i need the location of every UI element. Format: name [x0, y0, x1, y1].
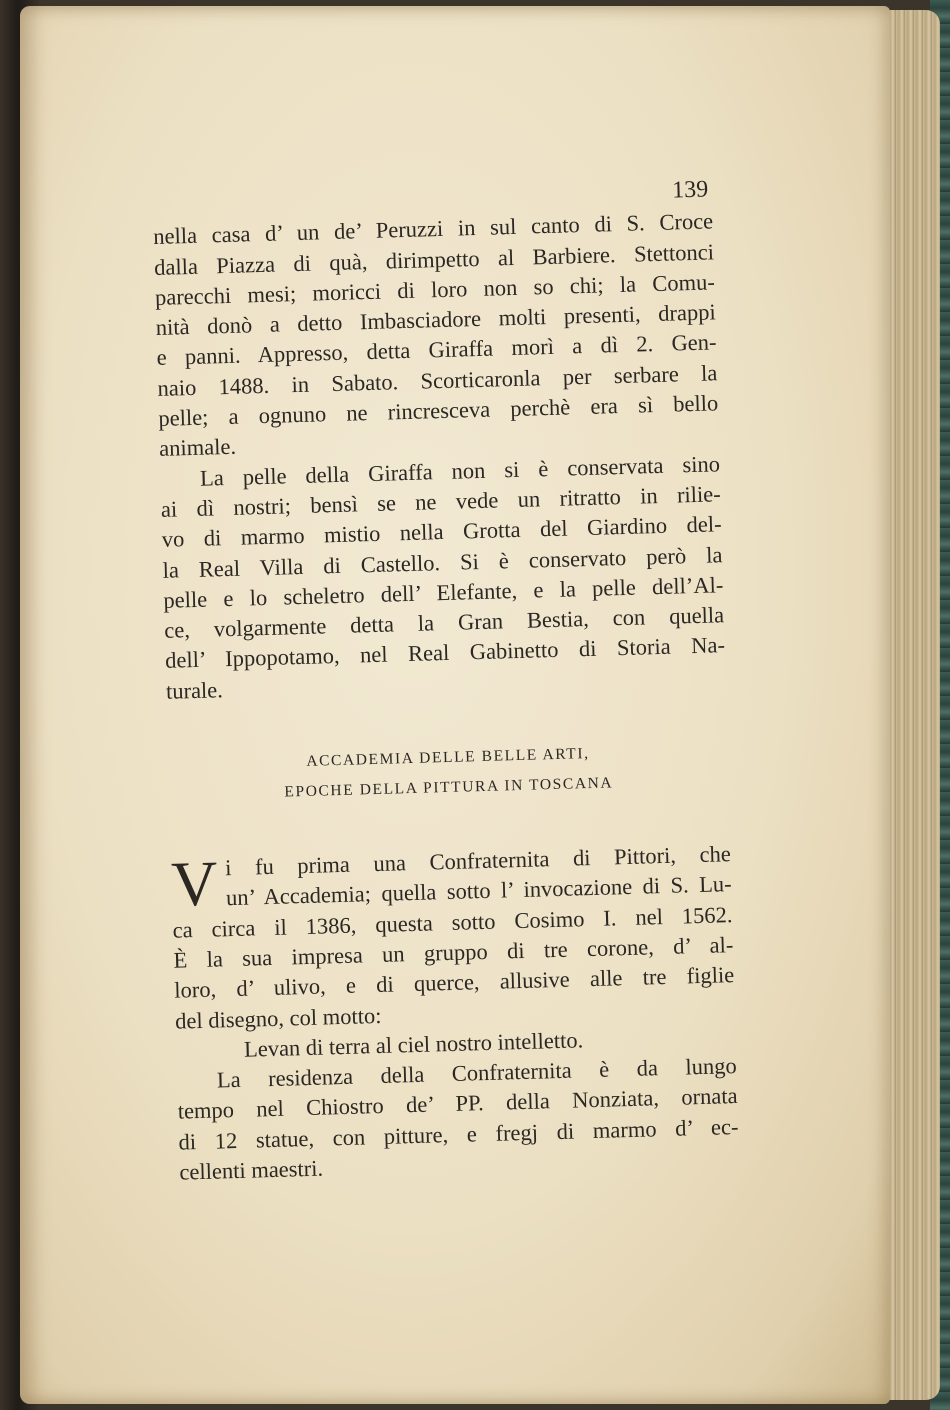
text-line: La residenza della Confraternita è da lungo [216, 1053, 738, 1093]
paragraph-giraffa-chronicle [153, 207, 720, 465]
page-text-block [152, 174, 740, 1188]
text-line: La pelle della Giraffa non si è conservata sino [199, 450, 721, 491]
text-line: di 12 statue, con pitture, e fregj di marmo d’ ec- [178, 1113, 739, 1155]
page-number: 139 [671, 176, 709, 204]
text-line: turale. [165, 676, 224, 704]
text-line: ca circa il 1386, questa sotto Cosimo I. nel 1562. [172, 901, 733, 943]
text-line: pelle; a ognuno ne rincresceva perchè era sì bello [158, 390, 719, 431]
drop-cap: V [170, 847, 219, 920]
text-line: naio 1488. in Sabato. Scorticaronla per serbare la [157, 360, 718, 401]
text-line: e panni. Appresso, detta Giraffa morì a dì 2. Gen- [156, 329, 717, 371]
text-line: parecchi mesi; moricci di loro non so chi; la Comu- [154, 269, 716, 310]
text-line: animale. [158, 434, 237, 462]
paragraph-giraffa-skin [160, 449, 727, 707]
text-line: dalla Piazza di quà, dirimpetto al Barbiere. Stettonci [153, 238, 715, 280]
text-line: cellenti maestri. [179, 1155, 324, 1185]
text-line: nella casa d’ un de’ Peruzzi in sul canto di S. Croce [152, 208, 714, 250]
paragraph-confraternita [171, 839, 736, 1036]
text-line: la Real Villa di Castello. Si è conservato però la [162, 541, 723, 583]
text-line: un’ Accademia; quella sotto l’ invocazione di S. Lu- [225, 871, 732, 911]
text-line: nità donò a detto Imbasciadore molti presenti, drappi [155, 299, 716, 341]
text-line: i fu prima una Confraternita di Pittori, che [224, 841, 732, 881]
text-line: loro, d’ ulivo, e di querce, allusive alle tre figlie [174, 962, 735, 1003]
text-line: ce, volgarmente detta la Gran Bestia, con quella [163, 602, 725, 643]
text-line: tempo nel Chiostro de’ PP. della Nonziata, ornata [177, 1083, 738, 1125]
section-subheading: EPOCHE DELLA PITTURA IN TOSCANA [284, 774, 614, 801]
text-line: dell’ Ippopotamo, nel Real Gabinetto di Storia Na- [164, 632, 726, 674]
text-line: del disegno, col motto: [174, 1002, 382, 1034]
text-line: pelle e lo scheletro dell’ Elefante, e la pelle dell’Al- [163, 572, 724, 613]
paragraph-residenza [176, 1051, 739, 1188]
motto-quote: Levan di terra al ciel nostro intelletto. [243, 1027, 584, 1062]
text-line: ai dì nostri; bensì se ne vede un ritratto in rilie- [160, 481, 722, 522]
text-line: È la sua impresa un gruppo di tre corone, d’ al- [173, 932, 734, 973]
book-page [20, 6, 890, 1404]
text-line: vo di marmo mistio nella Grotta del Giardino del- [161, 511, 722, 553]
section-heading: ACCADEMIA DELLE BELLE ARTI, [306, 745, 590, 770]
